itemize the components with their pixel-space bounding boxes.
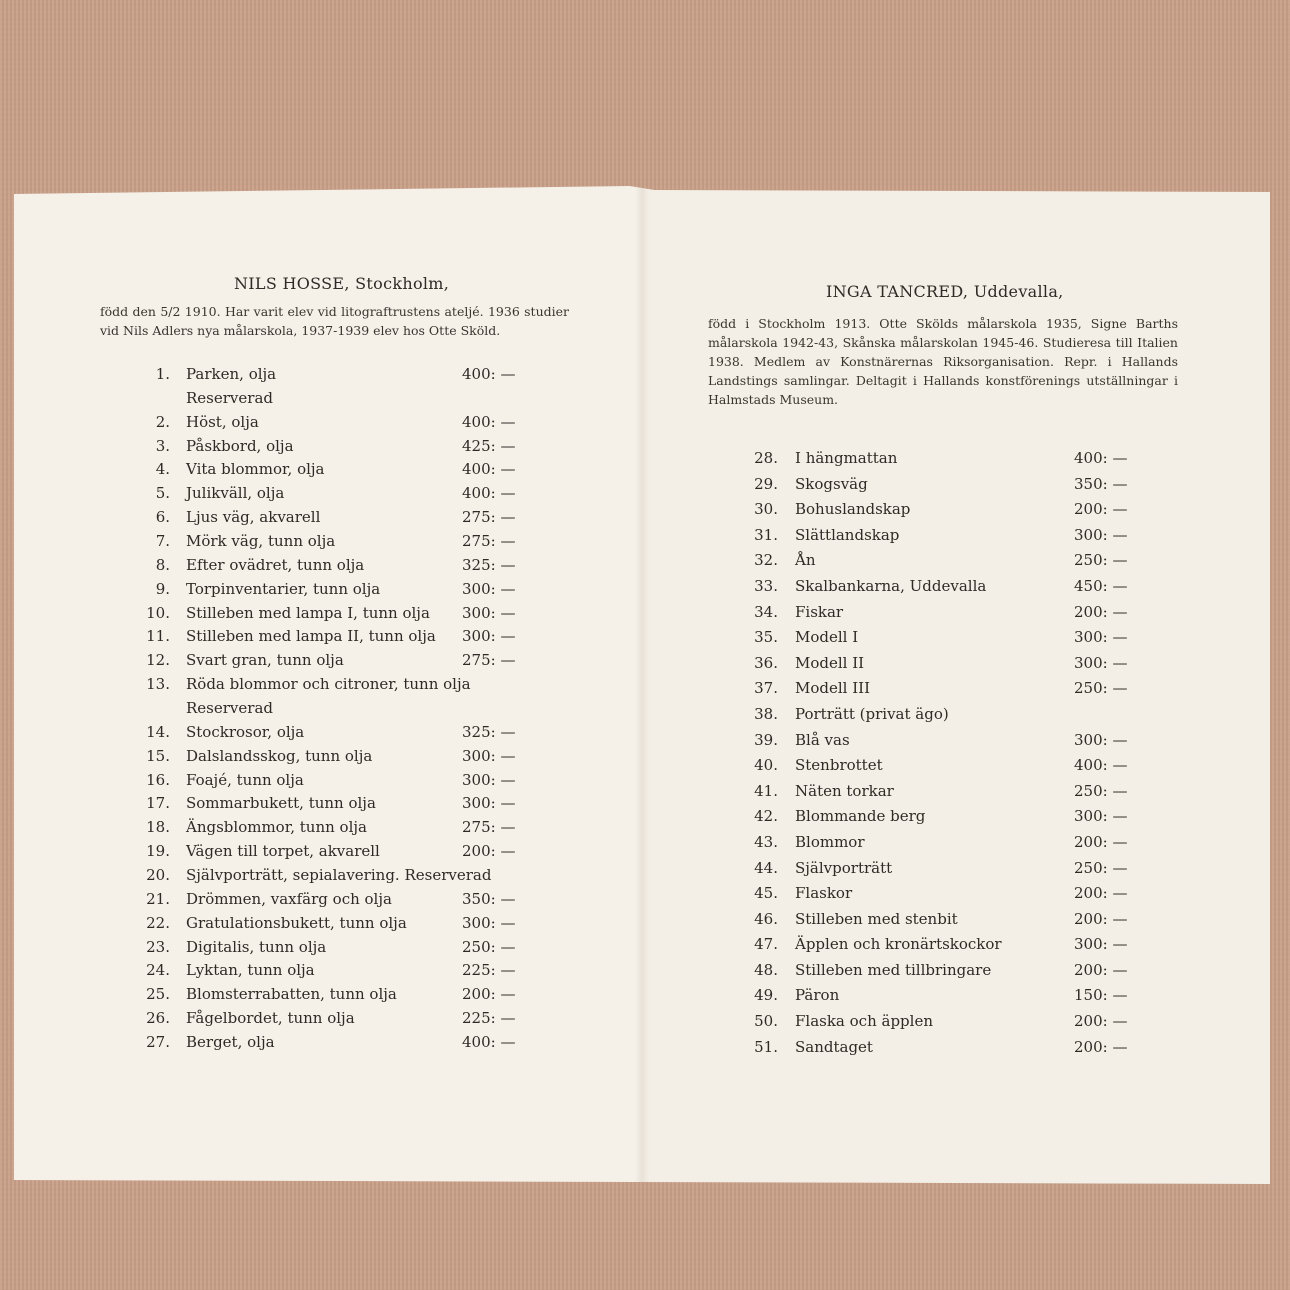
item-number: 18. xyxy=(146,818,170,837)
catalog-item xyxy=(144,1031,564,1055)
catalog-item xyxy=(144,888,564,912)
item-price: 300: — xyxy=(1074,935,1128,954)
item-number: 25. xyxy=(146,985,170,1004)
item-title: Porträtt (privat ägo) xyxy=(795,704,949,723)
item-price: 300: — xyxy=(1074,628,1128,647)
item-title: Sommarbukett, tunn olja xyxy=(186,794,376,813)
right-artwork-list xyxy=(752,446,1172,1060)
item-price: 275: — xyxy=(462,818,516,837)
item-number: 2. xyxy=(155,412,170,431)
item-number: 29. xyxy=(754,474,778,493)
catalog-item xyxy=(144,983,564,1007)
item-price: 300: — xyxy=(462,913,516,932)
item-title: Flaskor xyxy=(795,884,853,903)
item-price: 200: — xyxy=(462,842,516,861)
catalog-item xyxy=(752,446,1172,472)
item-number: 13. xyxy=(146,675,170,694)
item-title: Vägen till torpet, akvarell xyxy=(186,842,380,861)
item-number: 45. xyxy=(754,884,778,903)
item-price: 300: — xyxy=(1074,807,1128,826)
item-price: 200: — xyxy=(1074,909,1128,928)
item-title: Blå vas xyxy=(795,730,850,749)
item-title: Bohuslandskap xyxy=(795,500,911,519)
item-price: 300: — xyxy=(462,627,516,646)
catalog-item xyxy=(144,959,564,983)
catalog-item xyxy=(144,840,564,864)
catalog-item xyxy=(752,497,1172,523)
item-title: Blommande berg xyxy=(795,807,926,826)
item-price: 200: — xyxy=(1074,500,1128,519)
catalog-item xyxy=(144,649,564,673)
item-price: 250: — xyxy=(1074,781,1128,800)
item-number: 51. xyxy=(754,1037,778,1056)
item-number: 16. xyxy=(146,770,170,789)
item-number: 50. xyxy=(754,1012,778,1031)
item-title: Stilleben med lampa II, tunn olja xyxy=(186,627,436,646)
catalog-item xyxy=(144,482,564,506)
item-title: Foajé, tunn olja xyxy=(186,770,304,789)
catalog-item xyxy=(752,753,1172,779)
item-title: Slättlandskap xyxy=(795,525,900,544)
item-title: Näten torkar xyxy=(795,781,894,800)
item-number: 30. xyxy=(754,500,778,519)
item-title: Stilleben med stenbit xyxy=(795,909,958,928)
item-title: Blomsterrabatten, tunn olja xyxy=(186,985,397,1004)
item-number: 4. xyxy=(155,460,170,479)
item-title: Modell I xyxy=(795,628,859,647)
item-price: 200: — xyxy=(462,985,516,1004)
right-artist-bio: född i Stockholm 1913. Otte Skölds målarskola 1935, Signe Barths målarskola 1942-43, Skånska målarskolan 1945-46. Studieresa till Italien 1938. Medlem av Konstnärernas Riksorganisation. Repr. i Hallands Landstings samlingar. Deltagit i Hallands konstförenings utställningar i Halmstads Museum. xyxy=(708,316,1178,407)
left-artist-bio: född den 5/2 1910. Har varit elev vid litograftrustens ateljé. 1936 studier vid Nils Adlers nya målarskola, 1937-1939 elev hos Otte Sköld. xyxy=(100,304,569,338)
catalog-item xyxy=(752,651,1172,677)
item-title: Julikväll, olja xyxy=(186,484,285,503)
item-price: 300: — xyxy=(1074,730,1128,749)
item-price: 300: — xyxy=(462,603,516,622)
item-title: Flaska och äpplen xyxy=(795,1012,933,1031)
item-title: Stilleben med tillbringare xyxy=(795,960,992,979)
catalog-item xyxy=(752,702,1172,728)
catalog-item xyxy=(752,856,1172,882)
item-price: 400: — xyxy=(462,460,516,479)
item-price: 400: — xyxy=(462,1033,516,1052)
item-title: Fågelbordet, tunn olja xyxy=(186,1009,355,1028)
item-number: 48. xyxy=(754,960,778,979)
item-title: Stenbrottet xyxy=(795,756,883,775)
catalog-item xyxy=(752,958,1172,984)
item-price: 275: — xyxy=(462,651,516,670)
item-title: Sandtaget xyxy=(795,1037,873,1056)
item-price: 300: — xyxy=(462,746,516,765)
item-title: Lyktan, tunn olja xyxy=(186,961,315,980)
catalog-item xyxy=(144,625,564,649)
item-title: Päron xyxy=(795,986,840,1005)
item-number: 8. xyxy=(155,555,170,574)
item-number: 19. xyxy=(146,842,170,861)
catalog-item xyxy=(752,779,1172,805)
catalog-item xyxy=(752,830,1172,856)
item-price: 325: — xyxy=(462,722,516,741)
item-number: 34. xyxy=(754,602,778,621)
item-price: 200: — xyxy=(1074,1037,1128,1056)
item-number: 1. xyxy=(155,365,170,383)
catalog-item xyxy=(144,1007,564,1031)
item-price: 275: — xyxy=(462,532,516,551)
item-title: Efter ovädret, tunn olja xyxy=(186,555,365,574)
item-number: 32. xyxy=(754,551,778,570)
item-price: 200: — xyxy=(1074,602,1128,621)
item-price: 325: — xyxy=(462,555,516,574)
item-price: 400: — xyxy=(1074,756,1128,775)
catalog-item xyxy=(144,506,564,530)
item-number: 11. xyxy=(146,627,170,646)
catalog-item xyxy=(144,792,564,816)
item-price: 400: — xyxy=(462,365,516,383)
catalog-item xyxy=(144,602,564,626)
item-title: Stockrosor, olja xyxy=(186,722,305,741)
catalog-item xyxy=(752,1035,1172,1061)
item-price: 225: — xyxy=(462,961,516,980)
item-title: Torpinventarier, tunn olja xyxy=(186,579,381,598)
left-artwork-list xyxy=(144,363,564,1055)
item-title: Skalbankarna, Uddevalla xyxy=(795,576,987,595)
item-number: 49. xyxy=(754,986,778,1005)
item-number: 10. xyxy=(146,603,170,622)
item-title: Höst, olja xyxy=(186,412,259,431)
item-title: Självporträtt xyxy=(795,858,893,877)
item-number: 24. xyxy=(146,961,170,980)
reserved-note: Reserverad xyxy=(186,388,273,407)
catalog-item xyxy=(752,523,1172,549)
catalog-item xyxy=(752,676,1172,702)
item-price: 300: — xyxy=(1074,525,1128,544)
catalog-item xyxy=(144,554,564,578)
item-title: Röda blommor och citroner, tunn olja xyxy=(186,675,471,694)
item-price: 250: — xyxy=(1074,551,1128,570)
item-title: Gratulationsbukett, tunn olja xyxy=(186,913,407,932)
item-title: Vita blommor, olja xyxy=(186,460,325,479)
item-price: 250: — xyxy=(1074,858,1128,877)
item-title: Äpplen och kronärtskockor xyxy=(795,935,1002,954)
item-price: 350: — xyxy=(462,889,516,908)
item-number: 37. xyxy=(754,679,778,698)
item-price: 275: — xyxy=(462,508,516,527)
item-price: 350: — xyxy=(1074,474,1128,493)
item-price: 250: — xyxy=(462,937,516,956)
catalog-item xyxy=(144,936,564,960)
catalog-item xyxy=(144,745,564,769)
catalog-item xyxy=(144,816,564,840)
item-title: Dalslandsskog, tunn olja xyxy=(186,746,373,765)
item-number: 40. xyxy=(754,756,778,775)
catalog-item xyxy=(752,932,1172,958)
catalog-item xyxy=(752,907,1172,933)
item-title: Mörk väg, tunn olja xyxy=(186,532,336,551)
item-number: 31. xyxy=(754,525,778,544)
item-title: Drömmen, vaxfärg och olja xyxy=(186,889,392,908)
right-artist-title: INGA TANCRED, Uddevalla, xyxy=(826,282,1064,301)
item-price: 200: — xyxy=(1074,1012,1128,1031)
item-title: I hängmattan xyxy=(795,449,898,467)
item-price: 200: — xyxy=(1074,884,1128,903)
item-title: Modell III xyxy=(795,679,871,698)
catalog-item xyxy=(752,804,1172,830)
item-number: 38. xyxy=(754,704,778,723)
item-number: 3. xyxy=(155,436,170,455)
catalog-item xyxy=(752,548,1172,574)
catalog-item xyxy=(752,881,1172,907)
item-price: 225: — xyxy=(462,1009,516,1028)
item-title: Ängsblommor, tunn olja xyxy=(186,818,367,837)
item-title: Stilleben med lampa I, tunn olja xyxy=(186,603,430,622)
item-number: 36. xyxy=(754,653,778,672)
item-number: 27. xyxy=(146,1033,170,1052)
item-price: 425: — xyxy=(462,436,516,455)
catalog-item xyxy=(144,912,564,936)
reserved-note: Reserverad xyxy=(186,699,273,718)
item-title: Parken, olja xyxy=(186,365,277,383)
item-number: 17. xyxy=(146,794,170,813)
item-number: 7. xyxy=(155,532,170,551)
item-number: 15. xyxy=(146,746,170,765)
item-number: 6. xyxy=(155,508,170,527)
catalog-item xyxy=(144,530,564,554)
item-title: Blommor xyxy=(795,832,865,851)
item-number: 39. xyxy=(754,730,778,749)
item-number: 5. xyxy=(155,484,170,503)
item-number: 14. xyxy=(146,722,170,741)
item-price: 200: — xyxy=(1074,832,1128,851)
item-price: 250: — xyxy=(1074,679,1128,698)
item-number: 9. xyxy=(155,579,170,598)
catalog-item xyxy=(144,673,564,697)
item-price: 300: — xyxy=(462,579,516,598)
item-number: 35. xyxy=(754,628,778,647)
item-number: 42. xyxy=(754,807,778,826)
item-title: Modell II xyxy=(795,653,865,672)
catalog-item xyxy=(144,458,564,482)
item-number: 21. xyxy=(146,889,170,908)
item-price: 150: — xyxy=(1074,986,1128,1005)
item-title: Påskbord, olja xyxy=(186,436,294,455)
catalog-item xyxy=(144,721,564,745)
item-title: Skogsväg xyxy=(795,474,868,493)
item-title: Självporträtt, sepialavering. Reserverad xyxy=(186,866,492,885)
item-price: 200: — xyxy=(1074,960,1128,979)
item-number: 26. xyxy=(146,1009,170,1028)
item-price: 400: — xyxy=(1074,449,1128,467)
catalog-item xyxy=(752,625,1172,651)
item-title: Ljus väg, akvarell xyxy=(186,508,321,527)
item-number: 33. xyxy=(754,576,778,595)
item-price: 300: — xyxy=(462,770,516,789)
item-number: 41. xyxy=(754,781,778,800)
catalog-item xyxy=(752,983,1172,1009)
left-artist-title: NILS HOSSE, Stockholm, xyxy=(234,274,450,293)
catalog-item xyxy=(752,728,1172,754)
catalog-item xyxy=(144,578,564,602)
item-title: Fiskar xyxy=(795,602,844,621)
item-title: Digitalis, tunn olja xyxy=(186,937,327,956)
item-title: Svart gran, tunn olja xyxy=(186,651,344,670)
center-fold xyxy=(635,186,649,1184)
catalog-item xyxy=(752,472,1172,498)
item-price: 450: — xyxy=(1074,576,1128,595)
catalog-item xyxy=(752,600,1172,626)
item-number: 20. xyxy=(146,866,170,885)
item-number: 44. xyxy=(754,858,778,877)
catalog-item xyxy=(144,769,564,793)
item-number: 28. xyxy=(754,449,778,467)
item-title: Ån xyxy=(795,551,816,570)
item-number: 46. xyxy=(754,909,778,928)
item-number: 47. xyxy=(754,935,778,954)
catalog-item xyxy=(752,574,1172,600)
catalog-item xyxy=(144,864,564,888)
item-number: 22. xyxy=(146,913,170,932)
item-price: 400: — xyxy=(462,412,516,431)
item-number: 23. xyxy=(146,937,170,956)
item-price: 300: — xyxy=(1074,653,1128,672)
item-number: 12. xyxy=(146,651,170,670)
catalog-item xyxy=(144,363,564,387)
item-price: 400: — xyxy=(462,484,516,503)
item-price: 300: — xyxy=(462,794,516,813)
item-number: 43. xyxy=(754,832,778,851)
catalog-item xyxy=(752,1009,1172,1035)
item-title: Berget, olja xyxy=(186,1033,275,1052)
catalog-item xyxy=(144,435,564,459)
catalog-item xyxy=(144,411,564,435)
